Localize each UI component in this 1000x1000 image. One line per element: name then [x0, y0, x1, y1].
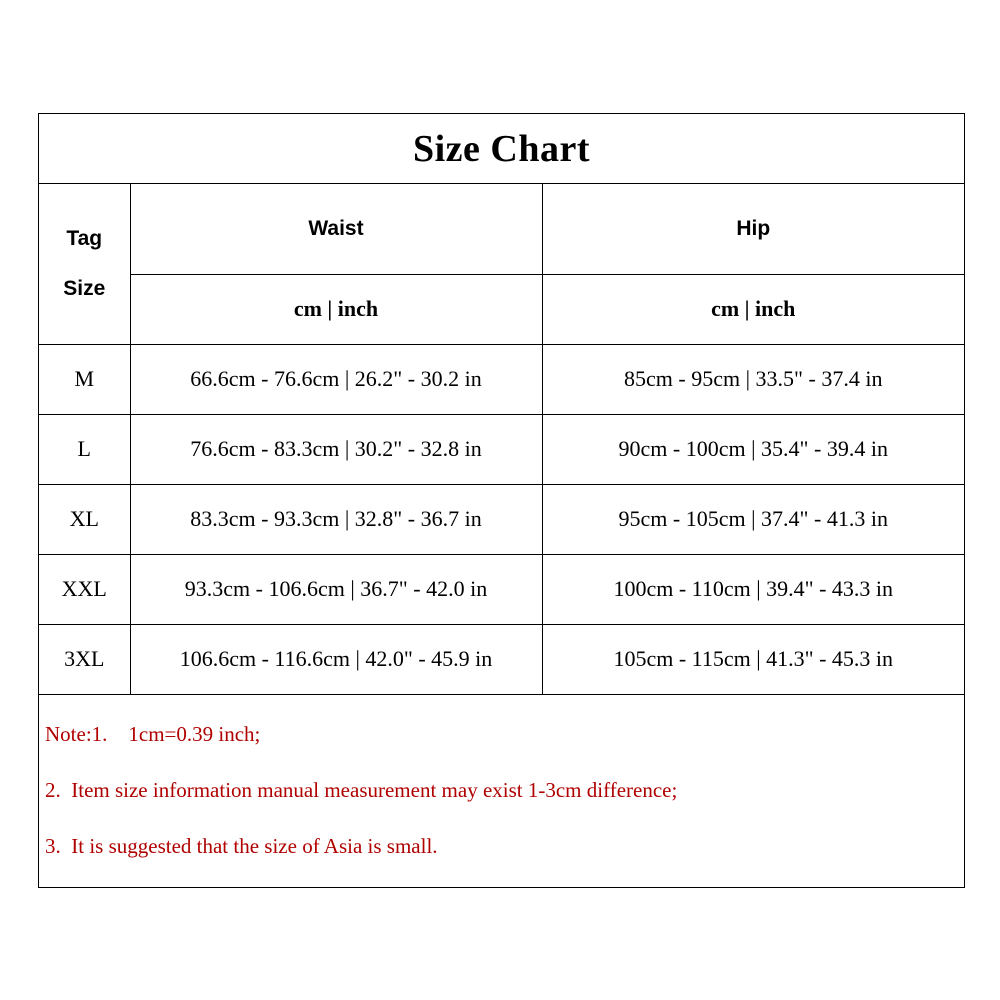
header-row: [39, 184, 964, 274]
notes-section: [39, 694, 964, 887]
tag-size-label-line1: Tag: [66, 226, 103, 250]
waist-header: Waist: [130, 184, 542, 274]
hip-cell: 100cm - 110cm | 39.4" - 43.3 in: [542, 554, 964, 624]
table-row: [39, 344, 964, 414]
table-row: [39, 624, 964, 694]
note-3: 3. It is suggested that the size of Asia is small.: [45, 834, 438, 858]
hip-cell: 105cm - 115cm | 41.3" - 45.3 in: [542, 624, 964, 694]
table-row: [39, 554, 964, 624]
waist-cell: 83.3cm - 93.3cm | 32.8" - 36.7 in: [130, 484, 542, 554]
unit-row: [39, 274, 964, 344]
table-row: [39, 484, 964, 554]
tag-size-label-line2: Size: [63, 276, 106, 300]
size-table: [39, 184, 964, 695]
chart-title: Size Chart: [39, 114, 964, 184]
hip-cell: 90cm - 100cm | 35.4" - 39.4 in: [542, 414, 964, 484]
size-cell: XL: [39, 484, 130, 554]
hip-cell: 95cm - 105cm | 37.4" - 41.3 in: [542, 484, 964, 554]
note-1: Note:1. 1cm=0.39 inch;: [45, 722, 261, 746]
hip-unit-header: cm | inch: [542, 274, 964, 344]
note-2: 2. Item size information manual measurement may exist 1-3cm difference;: [45, 778, 678, 802]
size-cell: M: [39, 344, 130, 414]
tag-size-header: [39, 184, 130, 344]
size-cell: 3XL: [39, 624, 130, 694]
waist-cell: 93.3cm - 106.6cm | 36.7" - 42.0 in: [130, 554, 542, 624]
waist-cell: 66.6cm - 76.6cm | 26.2" - 30.2 in: [130, 344, 542, 414]
size-chart: [38, 113, 965, 888]
waist-unit-header: cm | inch: [130, 274, 542, 344]
table-row: [39, 414, 964, 484]
size-cell: L: [39, 414, 130, 484]
waist-cell: 106.6cm - 116.6cm | 42.0" - 45.9 in: [130, 624, 542, 694]
hip-header: Hip: [542, 184, 964, 274]
waist-cell: 76.6cm - 83.3cm | 30.2" - 32.8 in: [130, 414, 542, 484]
hip-cell: 85cm - 95cm | 33.5" - 37.4 in: [542, 344, 964, 414]
size-cell: XXL: [39, 554, 130, 624]
